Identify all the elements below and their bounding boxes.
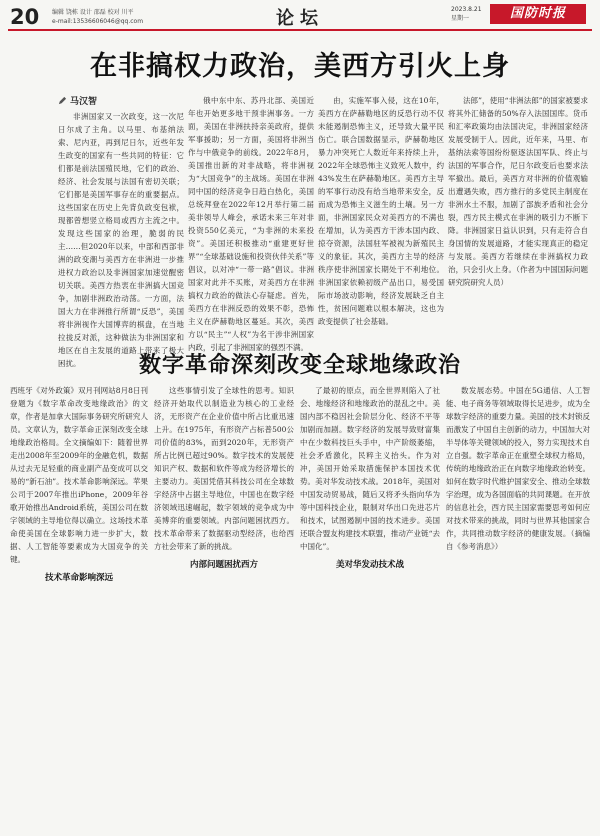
article2-col3-text: 了最初的原点，而全世界则陷入了社会、地缘经济和地缘政治的混乱之中。美国内部不稳因社会阶层分化、经济不平等加剧而加剧。数字经济的发展导致财富集中在少数科技巨头手中，中产阶级萎缩，社会矛盾激化，民粹主义抬头。作为对冲，美国开始采取措施保护本国技术优势。美对华发动技术战。2018年，美国对中国发动贸易战，随后又将矛头指向华为等中国科技企业，限制对华出口先进芯片和技术，试图遏制中国的技术进步。美国还联合盟友构建技术联盟，推动产业链“去中国化”。 bbox=[300, 386, 440, 551]
article1-column-3 bbox=[318, 94, 444, 336]
article1-byline bbox=[58, 94, 97, 107]
subhead-tech-revolution: 技术革命影响深远 bbox=[44, 573, 113, 583]
article2-col4-text: 数发展态势。中国在5G通信、人工智能、电子商务等领域取得长足进步，成为全球数字经济的重要力量。美国的技术封锁反而激发了中国自主创新的动力，中国加大对半导体等关键领域的投入，努力实现技术自立自强。数字革命正在重塑全球权力格局，传统的地缘政治正在向数字地缘政治转变。如何在数字时代维护国家安全、推动全球数字治理，成为各国面临的共同课题。在开放的信息社会，西方民主国家需要思考如何应对技术带来的挑战，同时与世界其他国家合作，共同推动数字经济的健康发展。（摘编自《参考消息》） bbox=[446, 386, 590, 551]
masthead-rule bbox=[8, 29, 592, 31]
pen-icon bbox=[58, 96, 67, 105]
article1-col2-text: 俄中东中东、苏丹北部、美国近年也开始更多地干预非洲事务。一方面，美国在非洲扶持亲美政府，提供军事援助；另一方面，美国将非洲当作与中俄竞争的前线。2022年8月，美国推出新的对非战略，将非洲视为“大国竞争”的主战场。美国在非洲同中国的经济竞争日趋白热化，美国总统拜登在2022年12月举行第二届美非领导人峰会，承诺未来三年对非投资550亿美元，“为非洲的未来投资”。美国还积极推动“重建更好世界”“全球基础设施和投资伙伴关系”等倡议，以对冲“一带一路”倡议。非洲国家对此并不买账，对美西方在非洲搞权力政治的做法心存疑虑。首先，美西方在非洲反恐的效果不彰，恐怖主义在萨赫勒地区蔓延。其次，美西方以“民主”“人权”为名干涉非洲国家内政，引起了非洲国家的强烈不满。 bbox=[188, 96, 314, 352]
article2-column-4 bbox=[446, 384, 590, 830]
article1-col3-text: 由，实施军事入侵，这在10年，美西方在萨赫勒地区的反恐行动不仅未能遏制恐怖主义，还导致大量平民伤亡。联合国数据显示，萨赫勒地区暴力冲突死亡人数近年来持续上升，2022年全球恐怖主义致死人数中，约43%发生在萨赫勒地区。美西方主导的军事行动没有给当地带来安全，反而成为恐怖主义滋生的土壤。另一方面，非洲国家民众对美西方的不满也在增加，认为美西方干涉本国内政、掠夺资源，法国驻军被视为新殖民主义的象征。其次，美西方主导的经济秩序使非洲国家长期处于不利地位。非洲国家依赖初级产品出口，易受国际市场波动影响，经济发展缺乏自主性，贫困问题难以根本解决，这也为政变提供了社会基础。 bbox=[318, 96, 444, 326]
article2-headline: 数字革命深刻改变全球地缘政治 bbox=[138, 353, 461, 378]
article1-col4-text: 法郎”，使用“非洲法郎”的国家被要求将其外汇储备的50%存入法国国库。货币和汇率政策均由法国决定，非洲国家经济发展受制于人。因此，近年来，马里、布基纳法索等国纷纷驱逐法国军队、终止与法国的军事合作，尼日尔政变后也要求法军撤出。最后，美西方对非洲的价值观输出遭遇失败，西方推行的多党民主制度在非洲水土不服，加剧了部族矛盾和社会分裂，西方民主模式在非洲的吸引力不断下降。非洲国家日益认识到，只有走符合自身国情的发展道路，才能实现真正的稳定与发展。美西方若继续在非洲搞权力政治，只会引火上身。（作者为中国国际问题研究院研究人员） bbox=[448, 96, 588, 287]
page-number: 20 bbox=[10, 5, 40, 29]
subhead-tech-war: 美对华发动技术战 bbox=[335, 560, 404, 570]
article2-column-2 bbox=[154, 384, 294, 830]
issue-date bbox=[451, 5, 482, 23]
article2-col2-text: 这些事情引发了全球性的思考。知识经济开始取代以制造业为核心的工业经济，无形资产在企业价值中所占比重迅速上升。在1975年，有形资产占标普500公司价值的83%，而到2020年，无形资产所占比例已超过90%。数字技术的发展使知识产权、数据和软件等成为经济增长的主要动力。美国凭借其科技公司在全球数字经济中占据主导地位，中国也在数字经济领域迅速崛起，数字领域的竞争成为中美博弈的重要领域。内部问题困扰西方。技术革命带来了数据驱动型经济，也给西方社会带来了新的挑战。 bbox=[154, 386, 294, 551]
newspaper-logo: 国防时报 bbox=[490, 4, 586, 24]
article1-column-1 bbox=[58, 110, 184, 368]
section-title: 论坛 bbox=[276, 8, 324, 29]
article1-column-4 bbox=[448, 94, 588, 336]
weekday-line: 星期一 bbox=[451, 15, 470, 22]
editors-line: 编辑 饶栋 设计 邵磊 校对 川平 bbox=[52, 9, 134, 16]
article2-col1-text: 西班牙《对外政策》双月刊网站8月8日刊登题为《数字革命改变地缘政治》的文章，作者是加拿大国际事务研究所研究人员。文章认为，数字革命正深刻改变全球地缘政治格局。全文摘编如下：随着世界走出2008年至2009年的金融危机，数据从过去无足轻重的商业副产品变成可以交易的“新石油”。技术革命影响深远。苹果公司于2007年推出iPhone，2009年谷歌开始推出Android系统，美国公司在数字领域的主导地位得以确立。这场技术革命使美国在全球影响力进一步扩大，数据、人工智能等要素成为大国竞争的关键。 bbox=[10, 386, 148, 564]
article2-column-1 bbox=[10, 384, 148, 830]
email-line: e-mail:13536606046@qq.com bbox=[52, 18, 144, 25]
article1-column-2 bbox=[188, 94, 314, 352]
article1-col1-text: 非洲国家又一次政变，这一次尼日尔成了主角。以马里、布基纳法索、尼内亚，再到尼日尔，近些年发生政变的国家有一些共同的特征：它们都是前法国殖民地，它们的政治、经济、社会发展与法国有密切关联；它们都是美国军事存在的重要据点。这些国家在历史上先背负政变包袱，现都曾想竖立格局或西方主流之中。发现这些国家的治理，脆弱的民主……但2020年以来，中部和西部非洲的政变潮与美西方在非洲进一步推进权力政治以及非洲国家加速觉醒密切关联。美西方热衷在非洲搞大国竞争，加剧非洲政治动荡。一方面，法国大力在非洲推行所谓“反恐”，美国将非洲视作大国博弈的棋盘，在当地拉拢反对派，这种做法为非洲国家和地区在自主发展的道路上带来了极大困扰。 bbox=[58, 112, 184, 368]
date-line: 2023.8.21 bbox=[451, 6, 482, 13]
article1-headline: 在非搞权力政治，美西方引火上身 bbox=[90, 51, 510, 82]
byline-author: 马汉智 bbox=[70, 97, 98, 107]
subhead-western-problems: 内部问题困扰西方 bbox=[189, 560, 258, 570]
article2-column-3 bbox=[300, 384, 440, 830]
editor-info bbox=[52, 8, 143, 26]
